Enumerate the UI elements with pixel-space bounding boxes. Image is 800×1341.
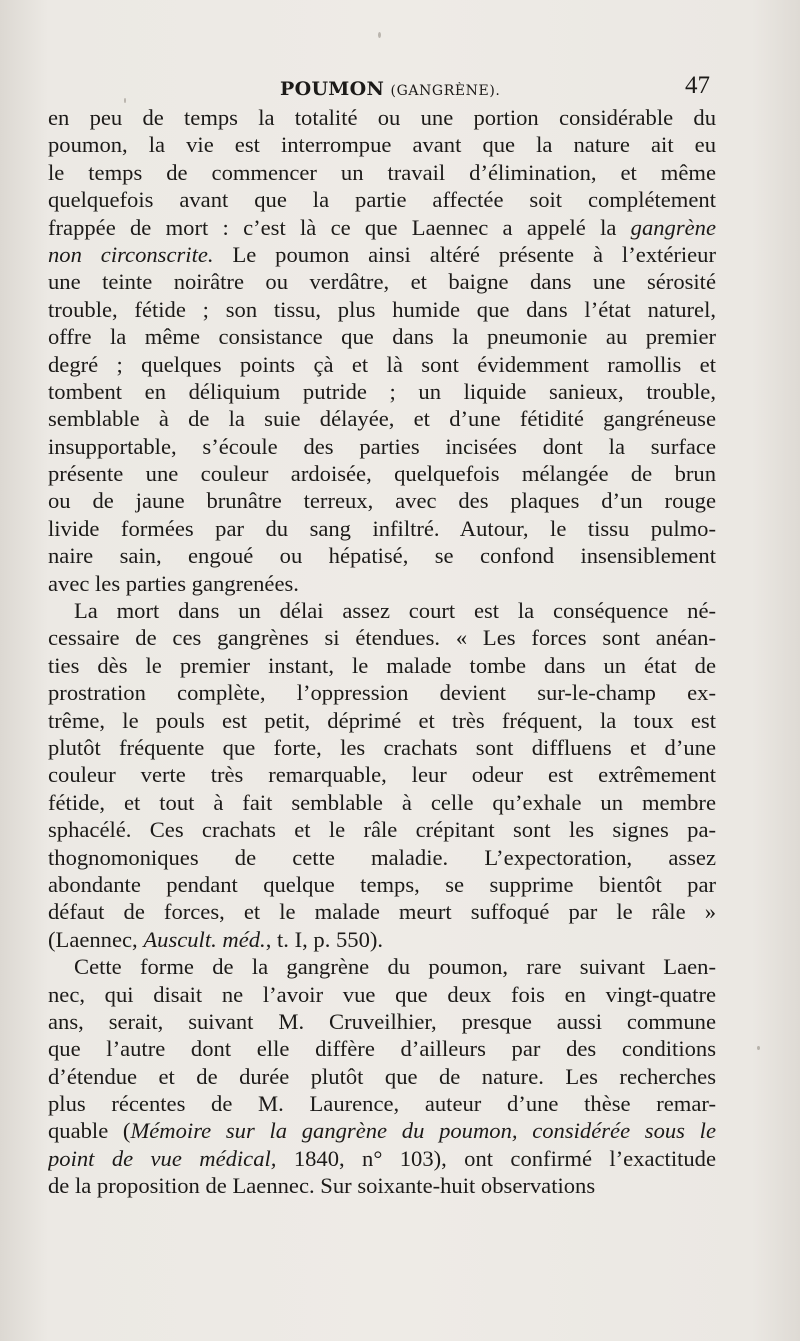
text-line: cessaire de ces gangrènes si étendues. « Les forces sont anéan- bbox=[48, 625, 716, 651]
text-line: thognomoniques de cette maladie. L’expectoration, assez bbox=[48, 844, 716, 870]
text-line: une teinte noirâtre ou verdâtre, et baigne dans une sérosité bbox=[48, 269, 716, 295]
text-line: point de vue médical, 1840, n° 103), ont confirmé l’exactitude bbox=[48, 1145, 716, 1171]
paper-speck bbox=[757, 1046, 760, 1050]
text-line: couleur verte très remarquable, leur odeur est extrêmement bbox=[48, 762, 716, 788]
running-head bbox=[280, 78, 500, 100]
text-line: le temps de commencer un travail d’élimination, et même bbox=[48, 159, 716, 185]
text-line: prostration complète, l’oppression devient sur-le-champ ex- bbox=[48, 680, 716, 706]
text-line: livide formées par du sang infiltré. Autour, le tissu pulmo- bbox=[48, 515, 716, 541]
text-line: frappée de mort : c’est là ce que Laennec a appelé la gangrène bbox=[48, 214, 716, 240]
text-line: d’étendue et de durée plutôt que de nature. Les recherches bbox=[48, 1063, 716, 1089]
text-line: tombent en déliquium putride ; un liquide sanieux, trouble, bbox=[48, 378, 716, 404]
text-line: nec, qui disait ne l’avoir vue que deux fois en vingt-quatre bbox=[48, 981, 716, 1007]
text-line: La mort dans un délai assez court est la conséquence né- bbox=[74, 598, 716, 624]
text-line: naire sain, engoué ou hépatisé, se confond insensiblement bbox=[48, 543, 716, 569]
text-line: présente une couleur ardoisée, quelquefois mélangée de brun bbox=[48, 461, 716, 487]
text-line: Cette forme de la gangrène du poumon, rare suivant Laen- bbox=[74, 954, 716, 980]
text-line: quable (Mémoire sur la gangrène du poumon, considérée sous le bbox=[48, 1118, 716, 1144]
text-line: quelquefois avant que la partie affectée soit complétement bbox=[48, 187, 716, 213]
page-header bbox=[48, 72, 716, 106]
text-line: ties dès le premier instant, le malade tombe dans un état de bbox=[48, 652, 716, 678]
text-line: ou de jaune brunâtre terreux, avec des plaques d’un rouge bbox=[48, 488, 716, 514]
text-line: plutôt fréquente que forte, les crachats sont diffluens et d’une bbox=[48, 734, 716, 760]
text-line: trouble, fétide ; son tissu, plus humide que dans l’état naturel, bbox=[48, 296, 716, 322]
text-line: de la proposition de Laennec. Sur soixante-huit observations bbox=[48, 1173, 596, 1199]
running-head-main: POUMON bbox=[280, 78, 385, 100]
text-line: en peu de temps la totalité ou une portion considérable du bbox=[48, 105, 716, 130]
text-line: degré ; quelques points çà et là sont évidemment ramollis et bbox=[48, 351, 716, 377]
text-line: fétide, et tout à fait semblable à celle qu’exhale un membre bbox=[48, 789, 716, 815]
running-head-subtitle: (GANGRÈNE). bbox=[390, 83, 501, 99]
text-line: défaut de forces, et le malade meurt suffoqué par le râle » bbox=[48, 899, 716, 925]
text-line: offre la même consistance que dans la pneumonie au premier bbox=[48, 324, 716, 350]
body-text bbox=[48, 104, 716, 1200]
text-line: que l’autre dont elle diffère d’ailleurs par des conditions bbox=[48, 1036, 716, 1062]
paper-speck bbox=[124, 98, 126, 103]
text-line: ans, serait, suivant M. Cruveilhier, presque aussi commune bbox=[48, 1008, 716, 1034]
text-line: plus récentes de M. Laurence, auteur d’une thèse remar- bbox=[48, 1091, 716, 1117]
page-number: 47 bbox=[685, 72, 710, 99]
text-line: trême, le pouls est petit, déprimé et très fréquent, la toux est bbox=[48, 707, 716, 733]
text-line: abondante pendant quelque temps, se supprime bientôt par bbox=[48, 871, 716, 897]
text-line: sphacélé. Ces crachats et le râle crépitant sont les signes pa- bbox=[48, 817, 716, 843]
text-line: (Laennec, Auscult. méd., t. I, p. 550). bbox=[48, 926, 384, 952]
text-line: poumon, la vie est interrompue avant que la nature ait eu bbox=[48, 132, 716, 158]
text-line: non circonscrite. Le poumon ainsi altéré présente à l’extérieur bbox=[48, 241, 716, 267]
text-line: semblable à de la suie délayée, et d’une fétidité gangréneuse bbox=[48, 406, 716, 432]
paper-speck bbox=[378, 32, 381, 38]
text-line: avec les parties gangrenées. bbox=[48, 570, 299, 596]
text-line: insupportable, s’écoule des parties incisées dont la surface bbox=[48, 433, 716, 459]
